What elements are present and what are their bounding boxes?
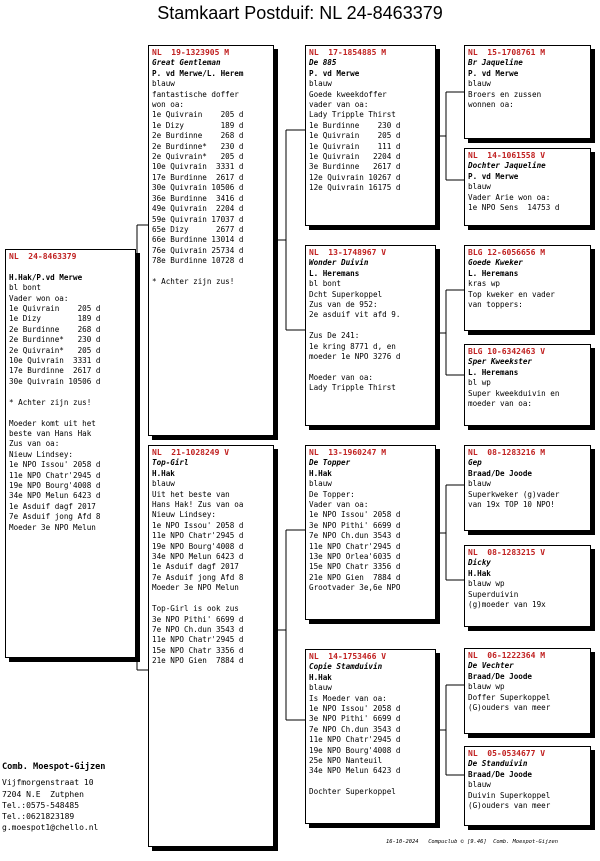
detail-line: 12e Quivrain 10267 d bbox=[309, 172, 401, 182]
detail-line: 25e NPO Nanteuil bbox=[309, 756, 383, 766]
detail-line: Hans Hak! Zus van oa bbox=[152, 500, 244, 510]
detail-line: Dcht Superkoppel bbox=[309, 289, 383, 299]
detail-line: 1e Quivrain 2204 d bbox=[309, 152, 401, 162]
father-breeder: P. vd Merwe/L. Herem bbox=[152, 68, 244, 78]
detail-line: Broers en zussen bbox=[468, 89, 542, 99]
fm-name: Wonder Duivin bbox=[309, 258, 369, 268]
detail-line: van toppers: bbox=[468, 300, 523, 310]
detail-line: Is Moeder van oa: bbox=[309, 693, 387, 703]
mm-card[interactable] bbox=[305, 649, 436, 824]
mfm-breeder: H.Hak bbox=[468, 568, 491, 578]
detail-line: fantastische doffer bbox=[152, 89, 239, 99]
detail-line: 1e NPO Sens 14753 d bbox=[468, 203, 560, 213]
detail-line bbox=[309, 321, 432, 331]
detail-line: 1e NPO Issou' 2058 d bbox=[9, 460, 101, 470]
detail-line: moeder van oa: bbox=[468, 399, 533, 409]
mff-details bbox=[468, 479, 587, 510]
detail-line: 12e Quivrain 16175 d bbox=[309, 183, 401, 193]
mmf-name: De Vechter bbox=[468, 661, 514, 671]
detail-line: beste van Hans Hak bbox=[9, 428, 92, 438]
detail-line: Superduivin bbox=[468, 589, 519, 599]
mmf-ring: NL 06-1222364 M bbox=[468, 651, 546, 660]
detail-line: blauw bbox=[309, 683, 332, 693]
footer-text: 16-10-2024 Compuclub © [9.46] Comb. Moespot-Gijzen bbox=[386, 839, 559, 845]
detail-line: van 19x TOP 10 NPO! bbox=[468, 500, 555, 510]
detail-line: Nieuw Lindsey: bbox=[9, 449, 74, 459]
detail-line: bl bont bbox=[9, 283, 42, 293]
mff-card[interactable] bbox=[464, 445, 591, 531]
detail-line: Vader Arie won oa: bbox=[468, 192, 551, 202]
detail-line: Nieuw Lindsey: bbox=[152, 510, 217, 520]
detail-line: blauw bbox=[309, 79, 332, 89]
detail-line: 1e NPO Issou' 2058 d bbox=[309, 510, 401, 520]
detail-line: 1e NPO Issou' 2058 d bbox=[309, 704, 401, 714]
detail-line: De Topper: bbox=[309, 489, 355, 499]
ff-card[interactable] bbox=[305, 45, 436, 226]
father-details bbox=[152, 79, 270, 287]
mm-details bbox=[309, 683, 432, 797]
detail-line: 49e Quivrain 2204 d bbox=[152, 204, 244, 214]
detail-line: 1e Asduif dagf 2017 bbox=[9, 501, 96, 511]
mmm-details bbox=[468, 780, 587, 811]
detail-line: 11e NPO Chatr'2945 d bbox=[309, 541, 401, 551]
detail-line: 1e Quivrain 205 d bbox=[309, 131, 401, 141]
owner-email[interactable]: g.moespot1@chello.nl bbox=[2, 823, 99, 833]
ff-breeder: P. vd Merwe bbox=[309, 68, 360, 78]
detail-line: kras wp bbox=[468, 279, 501, 289]
detail-line: blauw bbox=[152, 79, 175, 89]
mff-ring: NL 08-1283216 M bbox=[468, 448, 546, 457]
subject-card[interactable] bbox=[5, 249, 136, 658]
detail-line: Goede kweekdoffer bbox=[309, 89, 387, 99]
ffm-breeder: P. vd Merwe bbox=[468, 171, 519, 181]
detail-line: 34e NPO Melun 6423 d bbox=[309, 766, 401, 776]
mf-ring: NL 13-1960247 M bbox=[309, 448, 387, 457]
detail-line: Moeder 3e NPO Melun bbox=[9, 522, 96, 532]
ff-ring: NL 17-1854885 M bbox=[309, 48, 387, 57]
fff-details bbox=[468, 79, 587, 110]
owner-tel2: Tel.:0621823189 bbox=[2, 812, 75, 822]
mmm-ring: NL 05-0534677 V bbox=[468, 749, 546, 758]
detail-line: 19e NPO Bourg'4008 d bbox=[309, 745, 401, 755]
detail-line: wonnen oa: bbox=[468, 100, 514, 110]
mm-breeder: H.Hak bbox=[309, 672, 332, 682]
detail-line: 34e NPO Melun 6423 d bbox=[152, 552, 244, 562]
mother-details bbox=[152, 479, 270, 666]
detail-line: Top-Girl is ook zus bbox=[152, 604, 239, 614]
detail-line: 2e Quivrain* 205 d bbox=[152, 152, 244, 162]
fm-breeder: L. Heremans bbox=[309, 268, 360, 278]
detail-line: 11e NPO Chatr'2945 d bbox=[152, 531, 244, 541]
ffm-ring: NL 14-1061558 V bbox=[468, 151, 546, 160]
detail-line: 2e Quivrain* 205 d bbox=[9, 345, 101, 355]
subject-details bbox=[9, 283, 132, 533]
detail-line: Vader van oa: bbox=[309, 500, 369, 510]
detail-line: 1e NPO Issou' 2058 d bbox=[152, 520, 244, 530]
detail-line: 1e Dizy 189 d bbox=[9, 314, 101, 324]
detail-line: * Achter zijn zus! bbox=[152, 276, 235, 286]
detail-line: 7e NPO Ch.dun 3543 d bbox=[152, 624, 244, 634]
detail-line: 59e Quivrain 17037 d bbox=[152, 214, 244, 224]
subject-breeder: H.Hak/P.vd Merwe bbox=[9, 272, 83, 282]
detail-line: blauw wp bbox=[468, 682, 505, 692]
detail-line: 78e Burdinne 10728 d bbox=[152, 256, 244, 266]
detail-line: 1e Quivrain 205 d bbox=[9, 304, 101, 314]
detail-line: 7e NPO Ch.dun 3543 d bbox=[309, 531, 401, 541]
detail-line: blauw bbox=[152, 479, 175, 489]
detail-line: Doffer Superkoppel bbox=[468, 692, 551, 702]
owner-tel1: Tel.:0575-548485 bbox=[2, 800, 80, 810]
mmf-breeder: Braad/De Joode bbox=[468, 671, 533, 681]
detail-line: 3e NPO Pithi' 6699 d bbox=[152, 614, 244, 624]
mother-breeder: H.Hak bbox=[152, 468, 175, 478]
detail-line: vader van oa: bbox=[309, 100, 369, 110]
mm-name: Copie Stamduivin bbox=[309, 662, 383, 672]
mfm-ring: NL 08-1283215 V bbox=[468, 548, 546, 557]
detail-line: 36e Burdinne 3416 d bbox=[152, 193, 244, 203]
detail-line: Uit het beste van bbox=[152, 489, 230, 499]
mff-breeder: Braad/De Joode bbox=[468, 468, 533, 478]
detail-line: Zus De 241: bbox=[309, 331, 360, 341]
mf-breeder: H.Hak bbox=[309, 468, 332, 478]
detail-line: Super kweekduivin en bbox=[468, 388, 560, 398]
owner-name: Comb. Moespot-Gijzen bbox=[2, 762, 106, 772]
detail-line: 17e Burdinne 2617 d bbox=[152, 172, 244, 182]
detail-line bbox=[152, 594, 270, 604]
detail-line bbox=[309, 777, 432, 787]
ffm-name: Dochter Jaqueline bbox=[468, 161, 546, 171]
detail-line: Lady Tripple Thirst bbox=[309, 110, 396, 120]
detail-line: 15e NPO Chatr 3356 d bbox=[309, 562, 401, 572]
fm-ring: NL 13-1748967 V bbox=[309, 248, 387, 257]
detail-line: blauw bbox=[468, 479, 491, 489]
fmf-details bbox=[468, 279, 587, 310]
detail-line: 30e Quivrain 10506 d bbox=[152, 183, 244, 193]
detail-line: won oa: bbox=[152, 100, 185, 110]
fmm-details bbox=[468, 378, 587, 409]
detail-line: 15e NPO Chatr 3356 d bbox=[152, 645, 244, 655]
detail-line: blauw bbox=[468, 780, 491, 790]
ffm-card[interactable] bbox=[464, 148, 591, 226]
detail-line: Lady Tripple Thirst bbox=[309, 383, 396, 393]
detail-line: 2e asduif vit afd 9. bbox=[309, 310, 401, 320]
detail-line: 7e NPO Ch.dun 3543 d bbox=[309, 724, 401, 734]
fm-details bbox=[309, 279, 432, 393]
detail-line: Zus van oa: bbox=[9, 439, 60, 449]
fm-card[interactable] bbox=[305, 245, 436, 426]
mfm-name: Dicky bbox=[468, 558, 491, 568]
subject-ring: NL 24-8463379 bbox=[9, 252, 77, 261]
mf-card[interactable] bbox=[305, 445, 436, 620]
detail-line: (G)ouders van meer bbox=[468, 703, 551, 713]
father-card[interactable] bbox=[148, 45, 274, 436]
father-name: Great Gentleman bbox=[152, 58, 221, 68]
fmm-card[interactable] bbox=[464, 344, 591, 426]
detail-line: * Achter zijn zus! bbox=[9, 397, 92, 407]
father-ring: NL 19-1323905 M bbox=[152, 48, 230, 57]
detail-line: 66e Burdinne 13014 d bbox=[152, 235, 244, 245]
mfm-details bbox=[468, 579, 587, 610]
owner-city: 7204 N.E Zutphen bbox=[2, 789, 84, 799]
detail-line bbox=[9, 408, 132, 418]
fff-breeder: P. vd Merwe bbox=[468, 68, 519, 78]
mmm-name: De Standuivin bbox=[468, 759, 528, 769]
fmm-breeder: L. Heremans bbox=[468, 367, 519, 377]
detail-line: 1e Burdinne 230 d bbox=[309, 120, 401, 130]
mother-name: Top-Girl bbox=[152, 458, 189, 468]
detail-line: Moeder van oa: bbox=[309, 372, 374, 382]
fff-name: Br Jaqueline bbox=[468, 58, 523, 68]
detail-line: 3e NPO Pithi' 6699 d bbox=[309, 520, 401, 530]
detail-line: 65e Dizy 2677 d bbox=[152, 224, 244, 234]
mf-details bbox=[309, 479, 432, 593]
mfm-card[interactable] bbox=[464, 545, 591, 627]
page-title: Stamkaart Postduif: NL 24-8463379 bbox=[157, 3, 443, 23]
detail-line: 3e NPO Pithi' 6699 d bbox=[309, 714, 401, 724]
detail-line: 2e Burdinne 268 d bbox=[9, 324, 101, 334]
detail-line: 34e NPO Melun 6423 d bbox=[9, 491, 101, 501]
fmf-name: Goede Kweker bbox=[468, 258, 523, 268]
detail-line: blauw bbox=[468, 79, 491, 89]
mmf-details bbox=[468, 682, 587, 713]
detail-line: 3e Burdinne 2617 d bbox=[309, 162, 401, 172]
detail-line: bl wp bbox=[468, 378, 491, 388]
detail-line: (G)ouders van meer bbox=[468, 801, 551, 811]
fmf-card[interactable] bbox=[464, 245, 591, 331]
fmf-breeder: L. Heremans bbox=[468, 268, 519, 278]
detail-line: Top kweker en vader bbox=[468, 289, 555, 299]
detail-line: Superkweker (g)vader bbox=[468, 489, 560, 499]
fmm-name: Sper Kweekster bbox=[468, 357, 533, 367]
detail-line: 13e NPO Orlea'6035 d bbox=[309, 552, 401, 562]
detail-line: bl bont bbox=[309, 279, 342, 289]
detail-line: 2e Burdinne* 230 d bbox=[9, 335, 101, 345]
detail-line: Vader won oa: bbox=[9, 293, 69, 303]
ff-details bbox=[309, 79, 432, 193]
detail-line: 19e NPO Bourg'4008 d bbox=[152, 541, 244, 551]
detail-line: moeder 1e NPO 3276 d bbox=[309, 352, 401, 362]
detail-line: 7e Asduif jong Afd 8 bbox=[9, 512, 101, 522]
detail-line: 10e Quivrain 3331 d bbox=[9, 356, 101, 366]
detail-line: 17e Burdinne 2617 d bbox=[9, 366, 101, 376]
detail-line: Zus van de 952: bbox=[309, 300, 378, 310]
fff-ring: NL 15-1708761 M bbox=[468, 48, 546, 57]
mmf-card[interactable] bbox=[464, 648, 591, 734]
detail-line bbox=[9, 387, 132, 397]
detail-line: 30e Quivrain 10506 d bbox=[9, 376, 101, 386]
detail-line: 11e NPO Chatr'2945 d bbox=[309, 735, 401, 745]
detail-line: blauw bbox=[309, 479, 332, 489]
detail-line: 1e Asduif dagf 2017 bbox=[152, 562, 239, 572]
ffm-details bbox=[468, 182, 587, 213]
detail-line: 21e NPO Gien 7884 d bbox=[309, 572, 401, 582]
detail-line: Moeder 3e NPO Melun bbox=[152, 583, 239, 593]
detail-line: 10e Quivrain 3331 d bbox=[152, 162, 244, 172]
detail-line: 76e Quivrain 25734 d bbox=[152, 245, 244, 255]
detail-line: 2e Burdinne 268 d bbox=[152, 131, 244, 141]
detail-line: 1e kring 8771 d, en bbox=[309, 341, 396, 351]
detail-line: 11e NPO Chatr'2945 d bbox=[9, 470, 101, 480]
detail-line: blauw bbox=[468, 182, 491, 192]
mother-ring: NL 21-1028249 V bbox=[152, 448, 230, 457]
mmm-card[interactable] bbox=[464, 746, 591, 826]
fmf-ring: BLG 12-6056656 M bbox=[468, 248, 546, 257]
detail-line: Dochter Superkoppel bbox=[309, 787, 396, 797]
detail-line: 2e Burdinne* 230 d bbox=[152, 141, 244, 151]
ff-name: De 885 bbox=[309, 58, 337, 68]
detail-line: blauw wp bbox=[468, 579, 505, 589]
mm-ring: NL 14-1753466 V bbox=[309, 652, 387, 661]
detail-line: 1e Dizy 189 d bbox=[152, 120, 244, 130]
mf-name: De Topper bbox=[309, 458, 351, 468]
mmm-breeder: Braad/De Joode bbox=[468, 769, 533, 779]
detail-line: 1e Quivrain 205 d bbox=[152, 110, 244, 120]
detail-line: 7e Asduif jong Afd 8 bbox=[152, 572, 244, 582]
mff-name: Gep bbox=[468, 458, 482, 468]
detail-line: (g)moeder van 19x bbox=[468, 600, 546, 610]
detail-line bbox=[152, 267, 270, 277]
detail-line: Grootvader 3e,6e NPO bbox=[309, 583, 401, 593]
fmm-ring: BLG 10-6342463 V bbox=[468, 347, 546, 356]
detail-line: Moeder komt uit het bbox=[9, 418, 96, 428]
fff-card[interactable] bbox=[464, 45, 591, 139]
detail-line: 21e NPO Gien 7884 d bbox=[152, 656, 244, 666]
mother-card[interactable] bbox=[148, 445, 274, 847]
detail-line: 11e NPO Chatr'2945 d bbox=[152, 635, 244, 645]
owner-block bbox=[2, 762, 105, 834]
detail-line bbox=[309, 362, 432, 372]
detail-line: Duivin Superkoppel bbox=[468, 790, 551, 800]
detail-line: 19e NPO Bourg'4008 d bbox=[9, 480, 101, 490]
detail-line: 1e Quivrain 111 d bbox=[309, 141, 401, 151]
owner-address: Vijfmorgenstraat 10 bbox=[2, 778, 94, 788]
